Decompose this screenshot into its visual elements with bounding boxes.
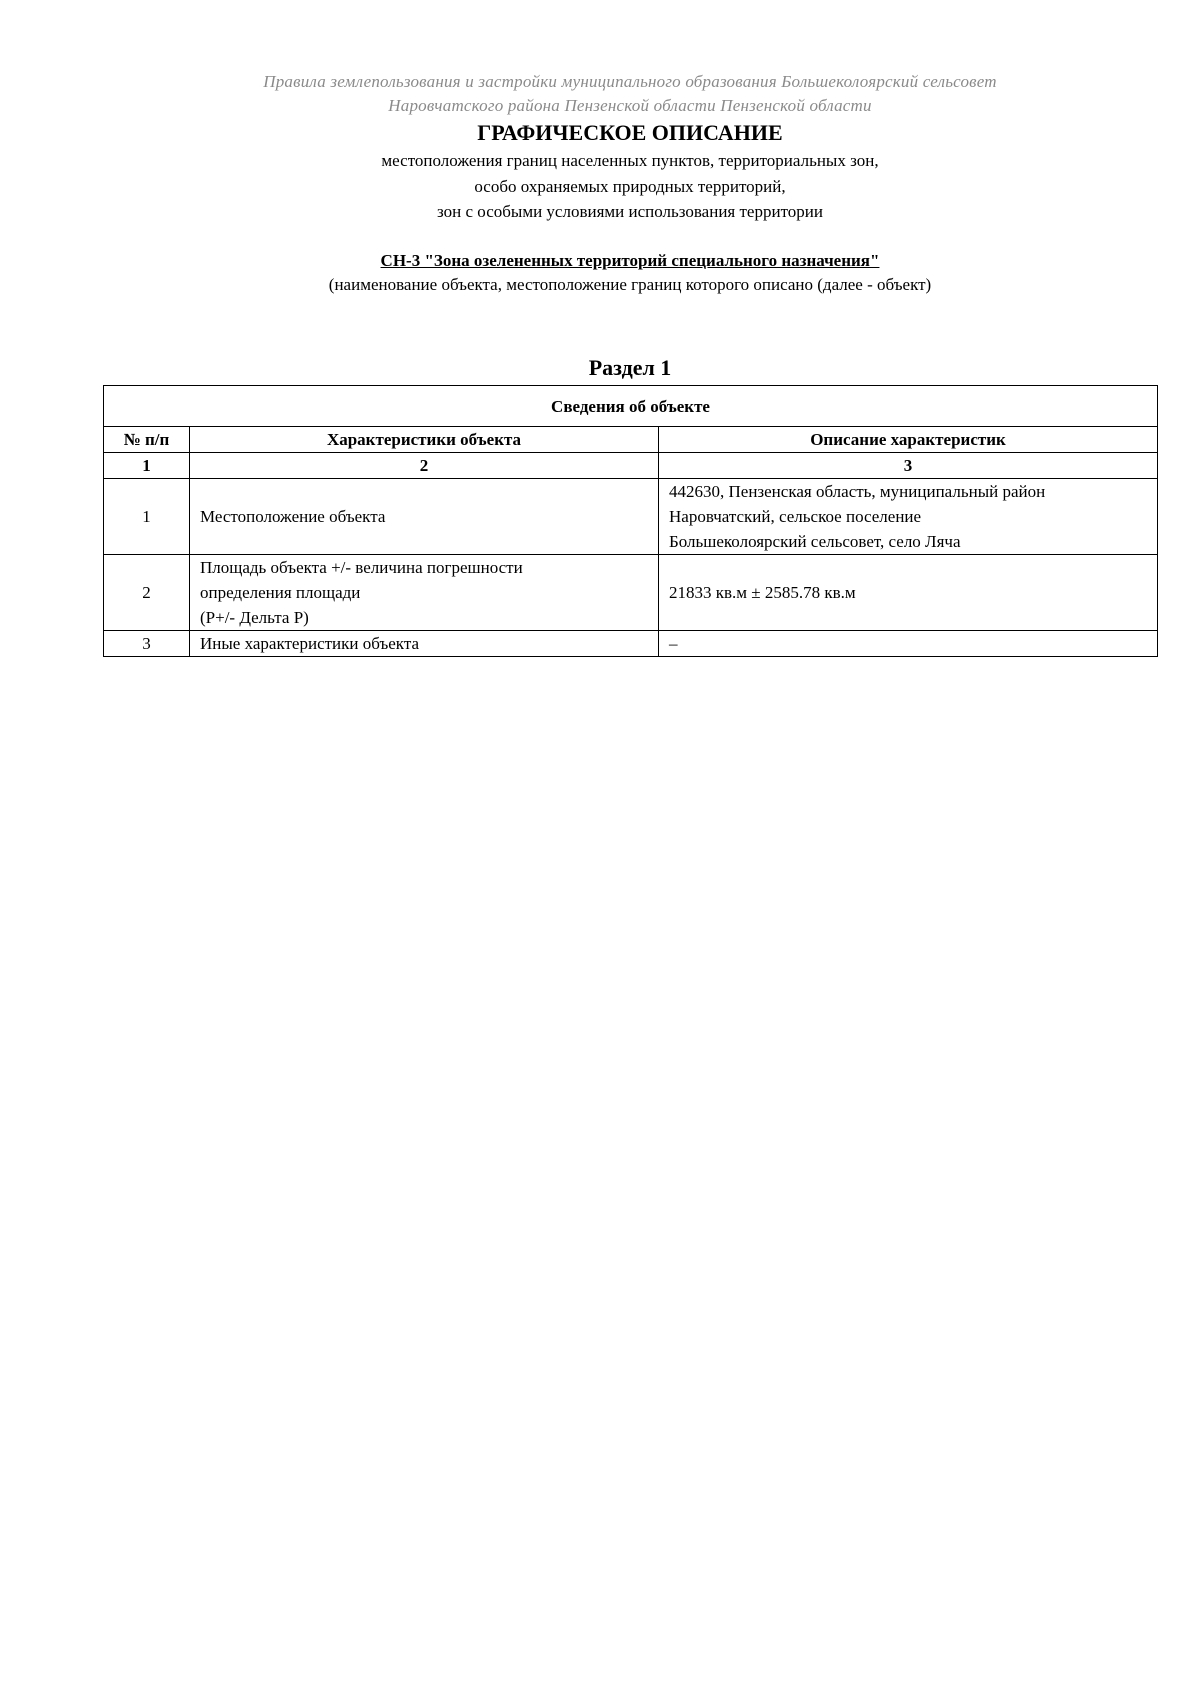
- table-header-row: [104, 427, 1158, 453]
- table-row: [104, 479, 1158, 555]
- description-line: Наровчатский, сельское поселение: [669, 507, 922, 526]
- object-name: СН-3 "Зона озелененных территорий специального назначения": [380, 251, 880, 270]
- characteristic-line: Площадь объекта +/- величина погрешности: [200, 558, 523, 577]
- column-number-3: 3: [659, 453, 1158, 479]
- document-title: ГРАФИЧЕСКОЕ ОПИСАНИЕ: [477, 120, 783, 145]
- description-line: 21833 кв.м ± 2585.78 кв.м: [669, 583, 856, 602]
- row-characteristic: [190, 631, 659, 657]
- column-header-number: № п/п: [104, 427, 190, 453]
- characteristic-line: (P+/- Дельта P): [200, 608, 309, 627]
- characteristic-line: Местоположение объекта: [200, 507, 386, 526]
- row-description: [659, 479, 1158, 555]
- table-row: [104, 555, 1158, 631]
- object-name-note: (наименование объекта, местоположение границ которого описано (далее - объект): [328, 275, 932, 294]
- column-number-1: 1: [104, 453, 190, 479]
- column-header-description: Описание характеристик: [659, 427, 1158, 453]
- subtitle-line-3: зон с особыми условиями использования территории: [437, 202, 823, 221]
- row-description: [659, 555, 1158, 631]
- row-number: 1: [104, 479, 190, 555]
- object-info-table: [103, 385, 1158, 657]
- row-description: [659, 631, 1158, 657]
- table-caption-row: [104, 386, 1158, 427]
- running-header-line-1: Правила землепользования и застройки муниципального образования Большеколоярский сельсовет: [263, 72, 997, 91]
- table-row: [104, 631, 1158, 657]
- row-number: 2: [104, 555, 190, 631]
- description-line: Большеколоярский сельсовет, село Ляча: [669, 532, 961, 551]
- running-header-line-2: Наровчатского района Пензенской области Пензенской области: [388, 96, 872, 115]
- description-line: 442630, Пензенская область, муниципальный район: [669, 482, 1046, 501]
- row-characteristic: [190, 479, 659, 555]
- description-line: –: [669, 634, 678, 653]
- table-column-numbers-row: [104, 453, 1158, 479]
- column-number-2: 2: [190, 453, 659, 479]
- subtitle-line-1: местоположения границ населенных пунктов, территориальных зон,: [381, 151, 879, 170]
- subtitle-line-2: особо охраняемых природных территорий,: [474, 177, 786, 196]
- table-caption: Сведения об объекте: [104, 386, 1158, 427]
- column-header-characteristics: Характеристики объекта: [190, 427, 659, 453]
- row-characteristic: [190, 555, 659, 631]
- characteristic-line: Иные характеристики объекта: [200, 634, 420, 653]
- section-title: Раздел 1: [588, 355, 672, 380]
- characteristic-line: определения площади: [200, 583, 361, 602]
- row-number: 3: [104, 631, 190, 657]
